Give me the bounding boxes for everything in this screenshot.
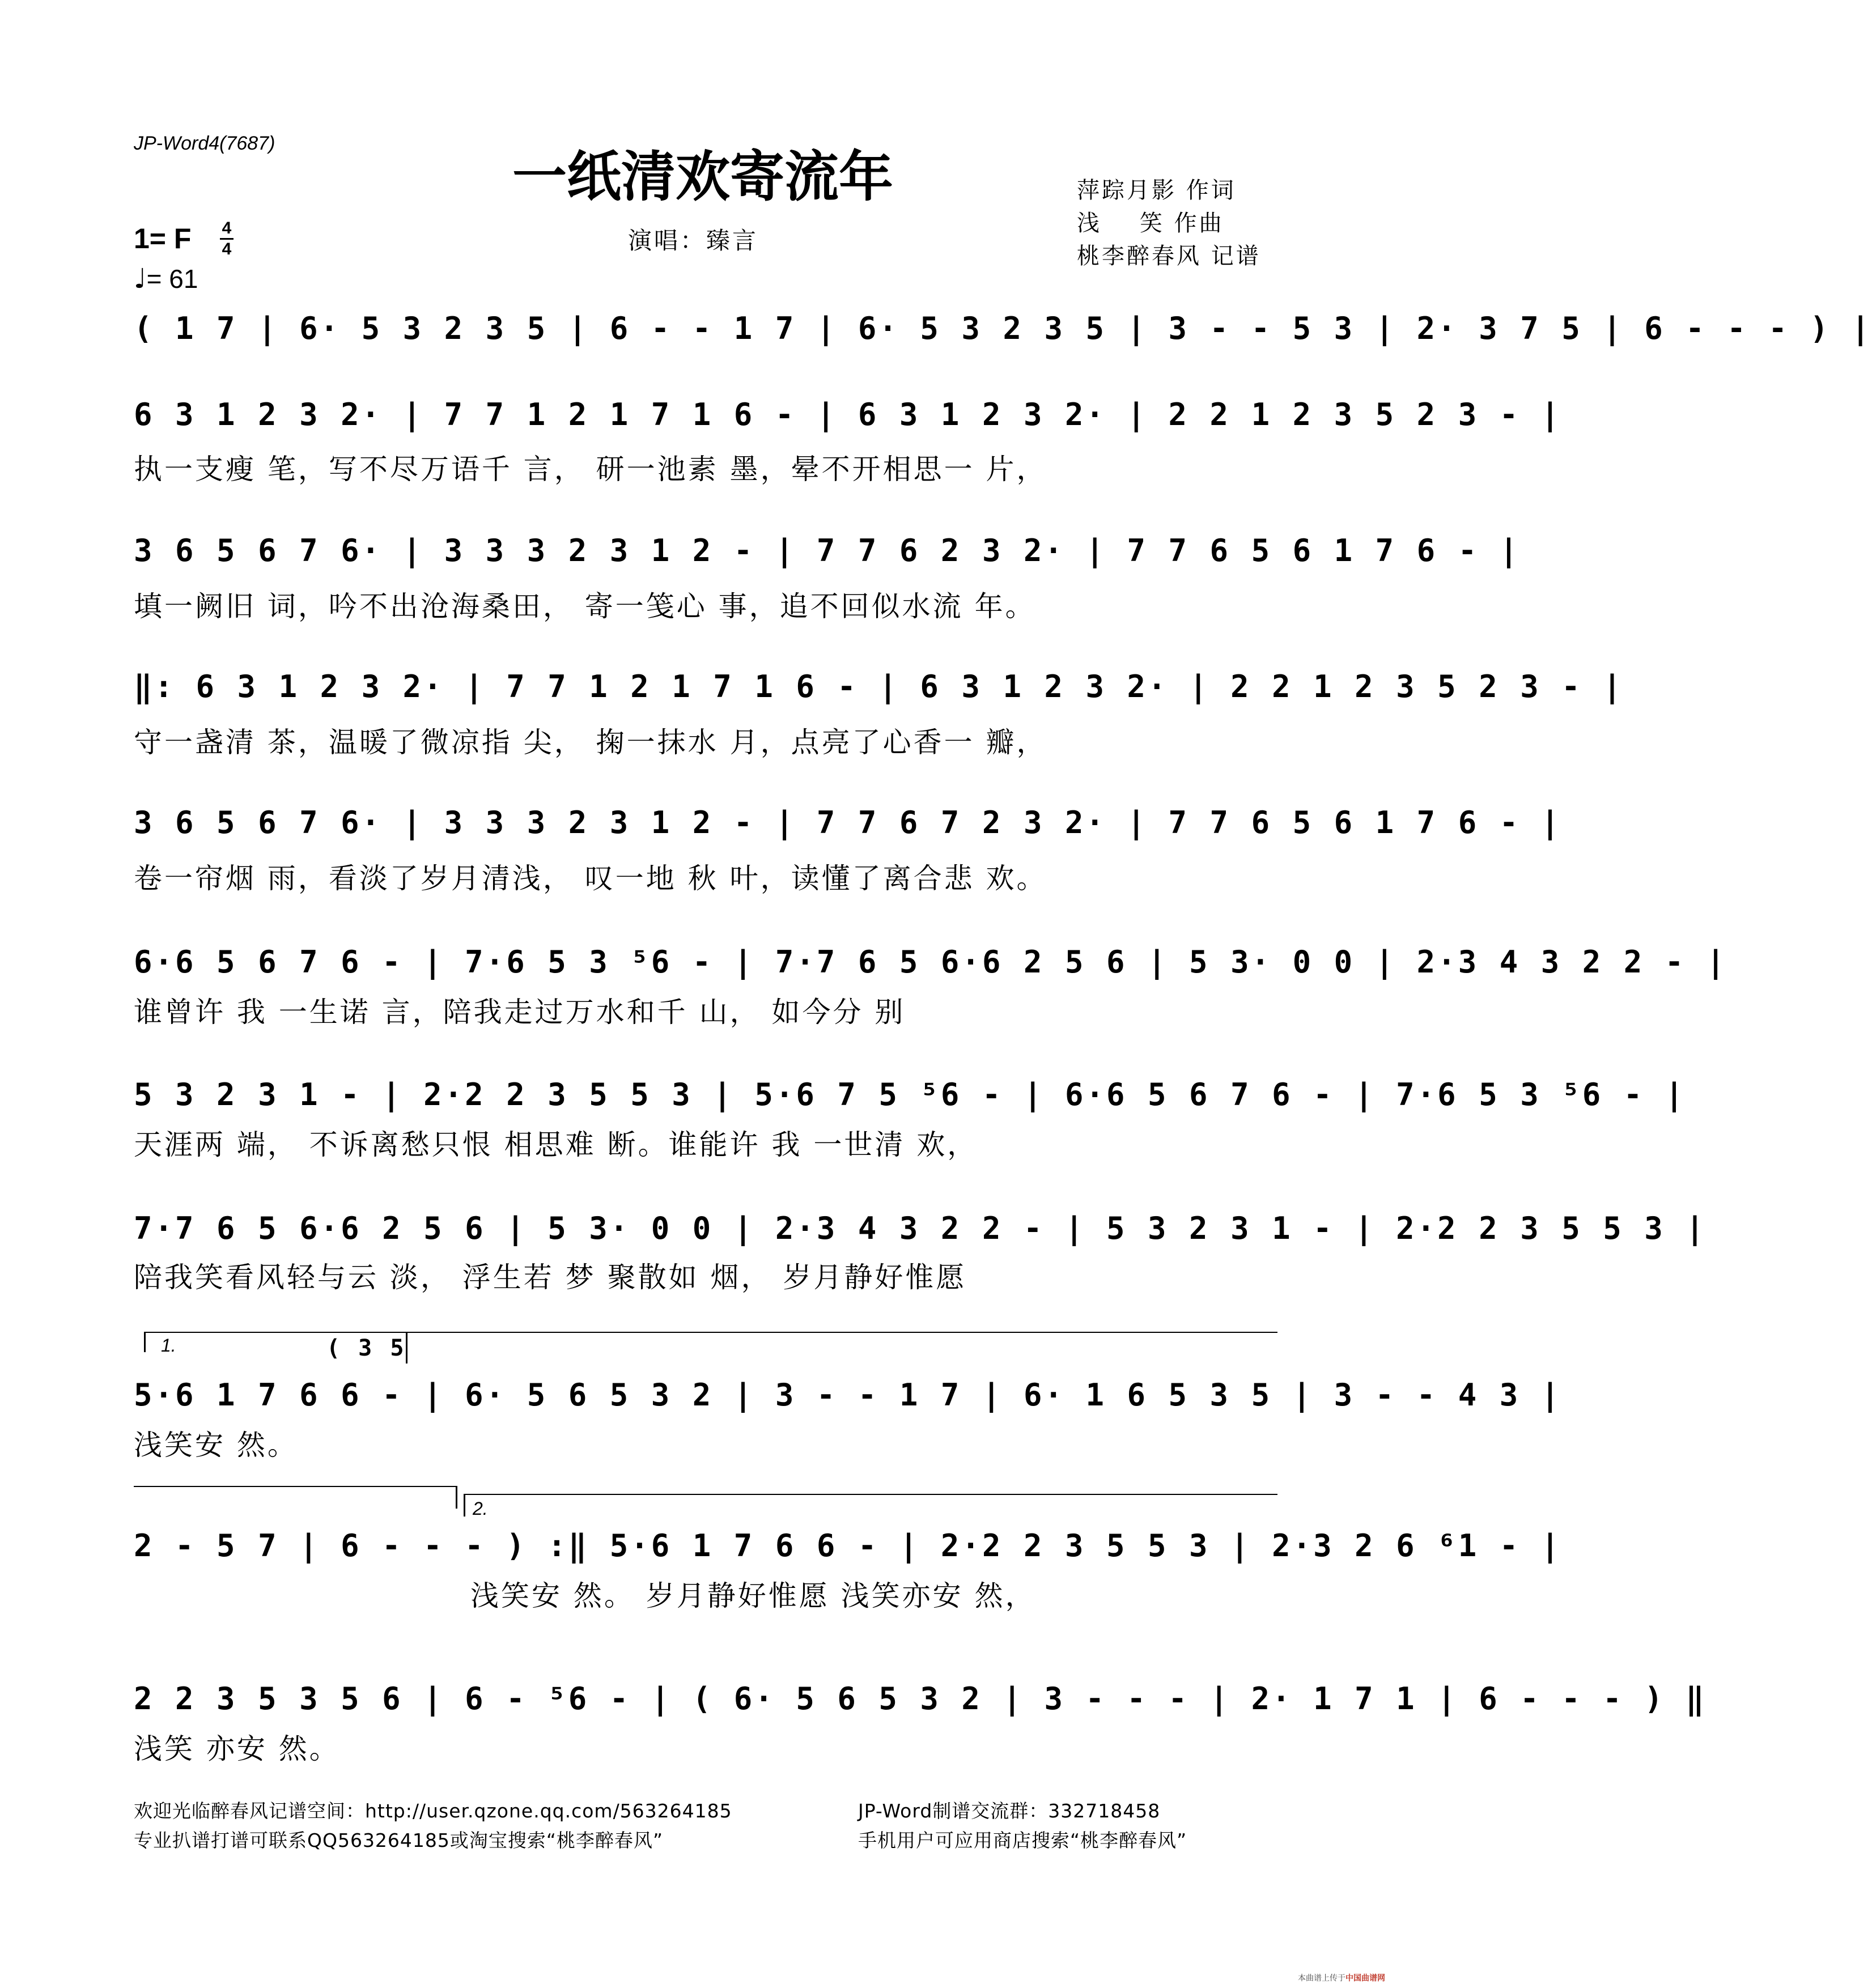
lyrics-line-4: 守一盏清 茶，温暖了微凉指 尖， 掬一抹水 月，点亮了心香一 瓣， (134, 726, 1047, 759)
software-label: JP-Word4(7687) (134, 133, 275, 154)
notation-system-8: 7·7 6 5 6·6 2 5 6 | 5 3· 0 0 | 2·3 4 3 2 2 - | 5 3 2 3 1 - | 2·2 2 3 5 5 3 | (134, 1210, 1707, 1246)
lyrics-line-3: 填一阙旧 词，吟不出沧海桑田， 寄一笺心 事，追不回似水流 年。 (134, 590, 1036, 623)
volta-1-bracket (144, 1332, 1277, 1333)
volta-2-bracket-start (464, 1494, 465, 1517)
notation-system-1: ( 1 7 | 6· 5 3 2 3 5 | 6 - - 1 7 | 6· 5 3 2 3 5 | 3 - - 5 3 | 2· 3 7 5 | 6 - - - ) | (134, 311, 1872, 346)
notation-system-11: 2 2 3 5 3 5 6 | 6 - ⁵6 - | ( 6· 5 6 5 3 2 | 3 - - - | 2· 1 7 1 | 6 - - - ) ‖ (134, 1681, 1707, 1717)
upload-badge (1298, 1972, 1385, 1983)
volta-1-continuation-end (456, 1486, 457, 1509)
lyricist-credit: 萍踪月影 作词 (1077, 177, 1236, 203)
song-title: 一纸清欢寄流年 (512, 145, 893, 209)
singer-credit: 演唱：臻言 (628, 227, 759, 254)
lyrics-line-8: 陪我笑看风轻与云 淡， 浮生若 梦 聚散如 烟， 岁月静好惟愿 (134, 1261, 967, 1294)
volta-2-bracket (464, 1494, 1277, 1495)
volta-2-label: 2. (473, 1498, 488, 1519)
time-signature-top: 4 (222, 219, 232, 237)
grace-notes: ( 3 5 (326, 1335, 406, 1361)
notation-system-3: 3 6 5 6 7 6· | 3 3 3 2 3 1 2 - | 7 7 6 2 3 2· | 7 7 6 5 6 1 7 6 - | (134, 533, 1521, 568)
footer-group: JP-Word制谱交流群：332718458 (858, 1800, 1161, 1822)
volta-1-bracket-end (406, 1332, 407, 1363)
notation-system-2: 6 3 1 2 3 2· | 7 7 1 2 1 7 1 6 - | 6 3 1 2 3 2· | 2 2 1 2 3 5 2 3 - | (134, 397, 1562, 432)
volta-1-label: 1. (161, 1335, 176, 1356)
tempo-value: = 61 (146, 264, 198, 294)
lyrics-line-10: 浅笑安 然。 岁月静好惟愿 浅笑亦安 然， (470, 1579, 1036, 1612)
quarter-note-icon: ♩ (134, 263, 147, 295)
time-signature-bottom: 4 (222, 240, 232, 258)
footer-contact: 专业扒谱打谱可联系QQ563264185或淘宝搜索“桃李醉春风” (134, 1829, 664, 1851)
transcriber-credit: 桃李醉春风 记谱 (1077, 243, 1261, 269)
key-signature: 1= F (134, 223, 192, 254)
notation-system-9: 5·6 1 7 6 6 - | 6· 5 6 5 3 2 | 3 - - 1 7 | 6· 1 6 5 3 5 | 3 - - 4 3 | (134, 1377, 1562, 1413)
lyrics-line-7: 天涯两 端， 不诉离愁只恨 相思难 断。谁能许 我 一世清 欢， (134, 1128, 978, 1161)
volta-1-bracket-start (144, 1332, 146, 1352)
site-logo: 中国曲谱网 (1345, 1974, 1385, 1983)
notation-system-10: 2 - 5 7 | 6 - - - ) :‖ 5·6 1 7 6 6 - | 2·2 2 3 5 5 3 | 2·3 2 6 ⁶1 - | (134, 1528, 1562, 1564)
upload-badge-text: 本曲谱上传于 (1298, 1974, 1345, 1983)
notation-system-6: 6·6 5 6 7 6 - | 7·6 5 3 ⁵6 - | 7·7 6 5 6·6 2 5 6 | 5 3· 0 0 | 2·3 4 3 2 2 - | (134, 944, 1727, 980)
lyrics-line-2: 执一支瘦 笔，写不尽万语千 言， 研一池素 墨，晕不开相思一 片， (134, 453, 1047, 486)
notation-system-5: 3 6 5 6 7 6· | 3 3 3 2 3 1 2 - | 7 7 6 7 2 3 2· | 7 7 6 5 6 1 7 6 - | (134, 805, 1562, 840)
lyrics-line-5: 卷一帘烟 雨，看淡了岁月清浅， 叹一地 秋 叶，读懂了离合悲 欢。 (134, 862, 1047, 895)
footer-website: 欢迎光临醉春风记谱空间：http://user.qzone.qq.com/563264185 (134, 1800, 732, 1822)
footer-app: 手机用户可应用商店搜索“桃李醉春风” (858, 1829, 1187, 1851)
notation-system-7: 5 3 2 3 1 - | 2·2 2 3 5 5 3 | 5·6 7 5 ⁵6 - | 6·6 5 6 7 6 - | 7·6 5 3 ⁵6 - | (134, 1077, 1686, 1112)
time-signature (220, 219, 234, 259)
tempo-marking (134, 263, 198, 295)
volta-1-continuation (134, 1486, 457, 1487)
notation-system-4: ‖: 6 3 1 2 3 2· | 7 7 1 2 1 7 1 6 - | 6 3 1 2 3 2· | 2 2 1 2 3 5 2 3 - | (134, 669, 1624, 704)
lyrics-line-6: 谁曾许 我 一生诺 言，陪我走过万水和千 山， 如今分 别 (134, 996, 906, 1029)
composer-credit: 浅 笑 作曲 (1077, 210, 1224, 236)
lyrics-line-9: 浅笑安 然。 (134, 1429, 298, 1462)
lyrics-line-11: 浅笑 亦安 然。 (134, 1732, 340, 1765)
